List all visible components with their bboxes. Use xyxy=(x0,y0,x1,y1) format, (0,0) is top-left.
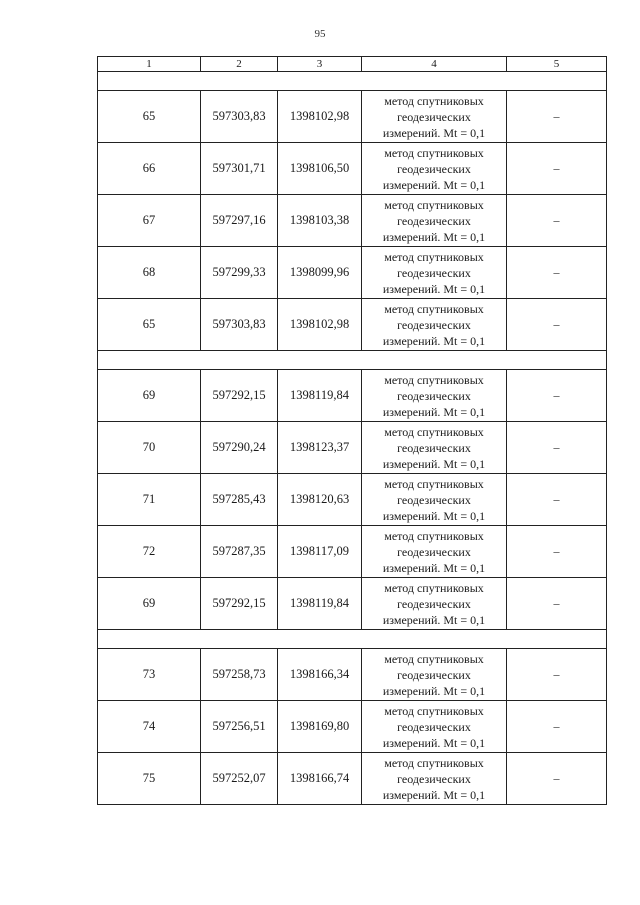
description-cell: – xyxy=(507,526,607,578)
description-cell: – xyxy=(507,578,607,630)
coordinate-y-cell: 1398123,37 xyxy=(278,422,362,474)
method-cell xyxy=(362,474,507,526)
coordinate-x-cell: 597256,51 xyxy=(201,701,278,753)
point-number-cell: 67 xyxy=(98,195,201,247)
group-separator-cell xyxy=(98,72,607,91)
method-line-1: метод спутниковых xyxy=(384,145,484,160)
method-line-2: геодезических xyxy=(397,388,471,403)
method-cell xyxy=(362,701,507,753)
point-number-cell: 65 xyxy=(98,91,201,143)
method-line-3: измерений. Mt = 0,1 xyxy=(382,125,486,140)
description-cell: – xyxy=(507,474,607,526)
coordinates-table xyxy=(97,56,607,805)
header-cell-1: 1 xyxy=(98,57,201,72)
method-line-1: метод спутниковых xyxy=(384,476,484,491)
method-line-2: геодезических xyxy=(397,265,471,280)
group-separator-row xyxy=(98,351,607,370)
method-line-2: геодезических xyxy=(397,161,471,176)
coordinate-y-cell: 1398166,74 xyxy=(278,753,362,805)
coordinates-table-body xyxy=(98,57,607,805)
table-row xyxy=(98,422,607,474)
description-cell: – xyxy=(507,247,607,299)
method-cell xyxy=(362,143,507,195)
coordinate-x-cell: 597287,35 xyxy=(201,526,278,578)
method-cell xyxy=(362,195,507,247)
table-row xyxy=(98,299,607,351)
method-cell xyxy=(362,422,507,474)
method-line-2: геодезических xyxy=(397,771,471,786)
header-cell-5: 5 xyxy=(507,57,607,72)
table-row xyxy=(98,649,607,701)
coordinate-y-cell: 1398106,50 xyxy=(278,143,362,195)
method-line-3: измерений. Mt = 0,1 xyxy=(382,787,486,802)
coordinate-x-cell: 597290,24 xyxy=(201,422,278,474)
method-line-3: измерений. Mt = 0,1 xyxy=(382,177,486,192)
method-line-2: геодезических xyxy=(397,596,471,611)
method-line-2: геодезических xyxy=(397,544,471,559)
method-line-1: метод спутниковых xyxy=(384,528,484,543)
point-number-cell: 70 xyxy=(98,422,201,474)
description-cell: – xyxy=(507,701,607,753)
method-cell xyxy=(362,753,507,805)
coordinate-x-cell: 597258,73 xyxy=(201,649,278,701)
description-cell: – xyxy=(507,195,607,247)
method-line-1: метод спутниковых xyxy=(384,93,484,108)
point-number-cell: 69 xyxy=(98,578,201,630)
method-line-1: метод спутниковых xyxy=(384,372,484,387)
method-line-1: метод спутниковых xyxy=(384,651,484,666)
group-separator-cell xyxy=(98,351,607,370)
method-cell xyxy=(362,247,507,299)
coordinate-y-cell: 1398102,98 xyxy=(278,91,362,143)
method-line-3: измерений. Mt = 0,1 xyxy=(382,508,486,523)
point-number-cell: 74 xyxy=(98,701,201,753)
header-cell-2: 2 xyxy=(201,57,278,72)
description-cell: – xyxy=(507,649,607,701)
point-number-cell: 75 xyxy=(98,753,201,805)
method-line-1: метод спутниковых xyxy=(384,755,484,770)
method-cell xyxy=(362,91,507,143)
method-cell xyxy=(362,370,507,422)
header-row xyxy=(98,57,607,72)
method-line-2: геодезических xyxy=(397,492,471,507)
coordinate-x-cell: 597297,16 xyxy=(201,195,278,247)
coordinate-y-cell: 1398103,38 xyxy=(278,195,362,247)
table-row xyxy=(98,91,607,143)
coordinate-x-cell: 597285,43 xyxy=(201,474,278,526)
description-cell: – xyxy=(507,753,607,805)
coordinate-x-cell: 597301,71 xyxy=(201,143,278,195)
page-number: 95 xyxy=(314,28,326,40)
description-cell: – xyxy=(507,91,607,143)
point-number-cell: 68 xyxy=(98,247,201,299)
method-line-1: метод спутниковых xyxy=(384,580,484,595)
method-line-2: геодезических xyxy=(397,317,471,332)
method-line-3: измерений. Mt = 0,1 xyxy=(382,281,486,296)
description-cell: – xyxy=(507,370,607,422)
method-line-2: геодезических xyxy=(397,440,471,455)
coordinate-x-cell: 597303,83 xyxy=(201,299,278,351)
table-row xyxy=(98,526,607,578)
coordinate-y-cell: 1398099,96 xyxy=(278,247,362,299)
method-line-3: измерений. Mt = 0,1 xyxy=(382,612,486,627)
point-number-cell: 65 xyxy=(98,299,201,351)
group-separator-cell xyxy=(98,630,607,649)
method-line-2: геодезических xyxy=(397,109,471,124)
table-row xyxy=(98,143,607,195)
table-row xyxy=(98,701,607,753)
method-cell xyxy=(362,578,507,630)
method-line-3: измерений. Mt = 0,1 xyxy=(382,229,486,244)
coordinate-x-cell: 597299,33 xyxy=(201,247,278,299)
table-row xyxy=(98,195,607,247)
header-cell-3: 3 xyxy=(278,57,362,72)
coordinate-x-cell: 597303,83 xyxy=(201,91,278,143)
method-line-3: измерений. Mt = 0,1 xyxy=(382,456,486,471)
point-number-cell: 69 xyxy=(98,370,201,422)
point-number-cell: 71 xyxy=(98,474,201,526)
method-cell xyxy=(362,299,507,351)
method-line-3: измерений. Mt = 0,1 xyxy=(382,333,486,348)
method-line-1: метод спутниковых xyxy=(384,703,484,718)
coordinate-y-cell: 1398166,34 xyxy=(278,649,362,701)
coordinate-y-cell: 1398120,63 xyxy=(278,474,362,526)
description-cell: – xyxy=(507,422,607,474)
method-cell xyxy=(362,526,507,578)
table-row xyxy=(98,753,607,805)
table-row xyxy=(98,578,607,630)
group-separator-row xyxy=(98,630,607,649)
description-cell: – xyxy=(507,299,607,351)
description-cell: – xyxy=(507,143,607,195)
method-line-2: геодезических xyxy=(397,667,471,682)
point-number-cell: 73 xyxy=(98,649,201,701)
coordinate-y-cell: 1398117,09 xyxy=(278,526,362,578)
method-cell xyxy=(362,649,507,701)
coordinate-x-cell: 597292,15 xyxy=(201,370,278,422)
coordinate-y-cell: 1398169,80 xyxy=(278,701,362,753)
coordinate-y-cell: 1398102,98 xyxy=(278,299,362,351)
method-line-1: метод спутниковых xyxy=(384,301,484,316)
method-line-1: метод спутниковых xyxy=(384,424,484,439)
method-line-2: геодезических xyxy=(397,719,471,734)
method-line-3: измерений. Mt = 0,1 xyxy=(382,735,486,750)
coordinate-x-cell: 597292,15 xyxy=(201,578,278,630)
header-cell-4: 4 xyxy=(362,57,507,72)
group-separator-row xyxy=(98,72,607,91)
coordinate-x-cell: 597252,07 xyxy=(201,753,278,805)
method-line-3: измерений. Mt = 0,1 xyxy=(382,404,486,419)
coordinate-y-cell: 1398119,84 xyxy=(278,578,362,630)
table-row xyxy=(98,247,607,299)
coordinate-y-cell: 1398119,84 xyxy=(278,370,362,422)
table-row xyxy=(98,370,607,422)
table-row xyxy=(98,474,607,526)
method-line-3: измерений. Mt = 0,1 xyxy=(382,560,486,575)
method-line-2: геодезических xyxy=(397,213,471,228)
method-line-3: измерений. Mt = 0,1 xyxy=(382,683,486,698)
method-line-1: метод спутниковых xyxy=(384,197,484,212)
method-line-1: метод спутниковых xyxy=(384,249,484,264)
point-number-cell: 72 xyxy=(98,526,201,578)
point-number-cell: 66 xyxy=(98,143,201,195)
